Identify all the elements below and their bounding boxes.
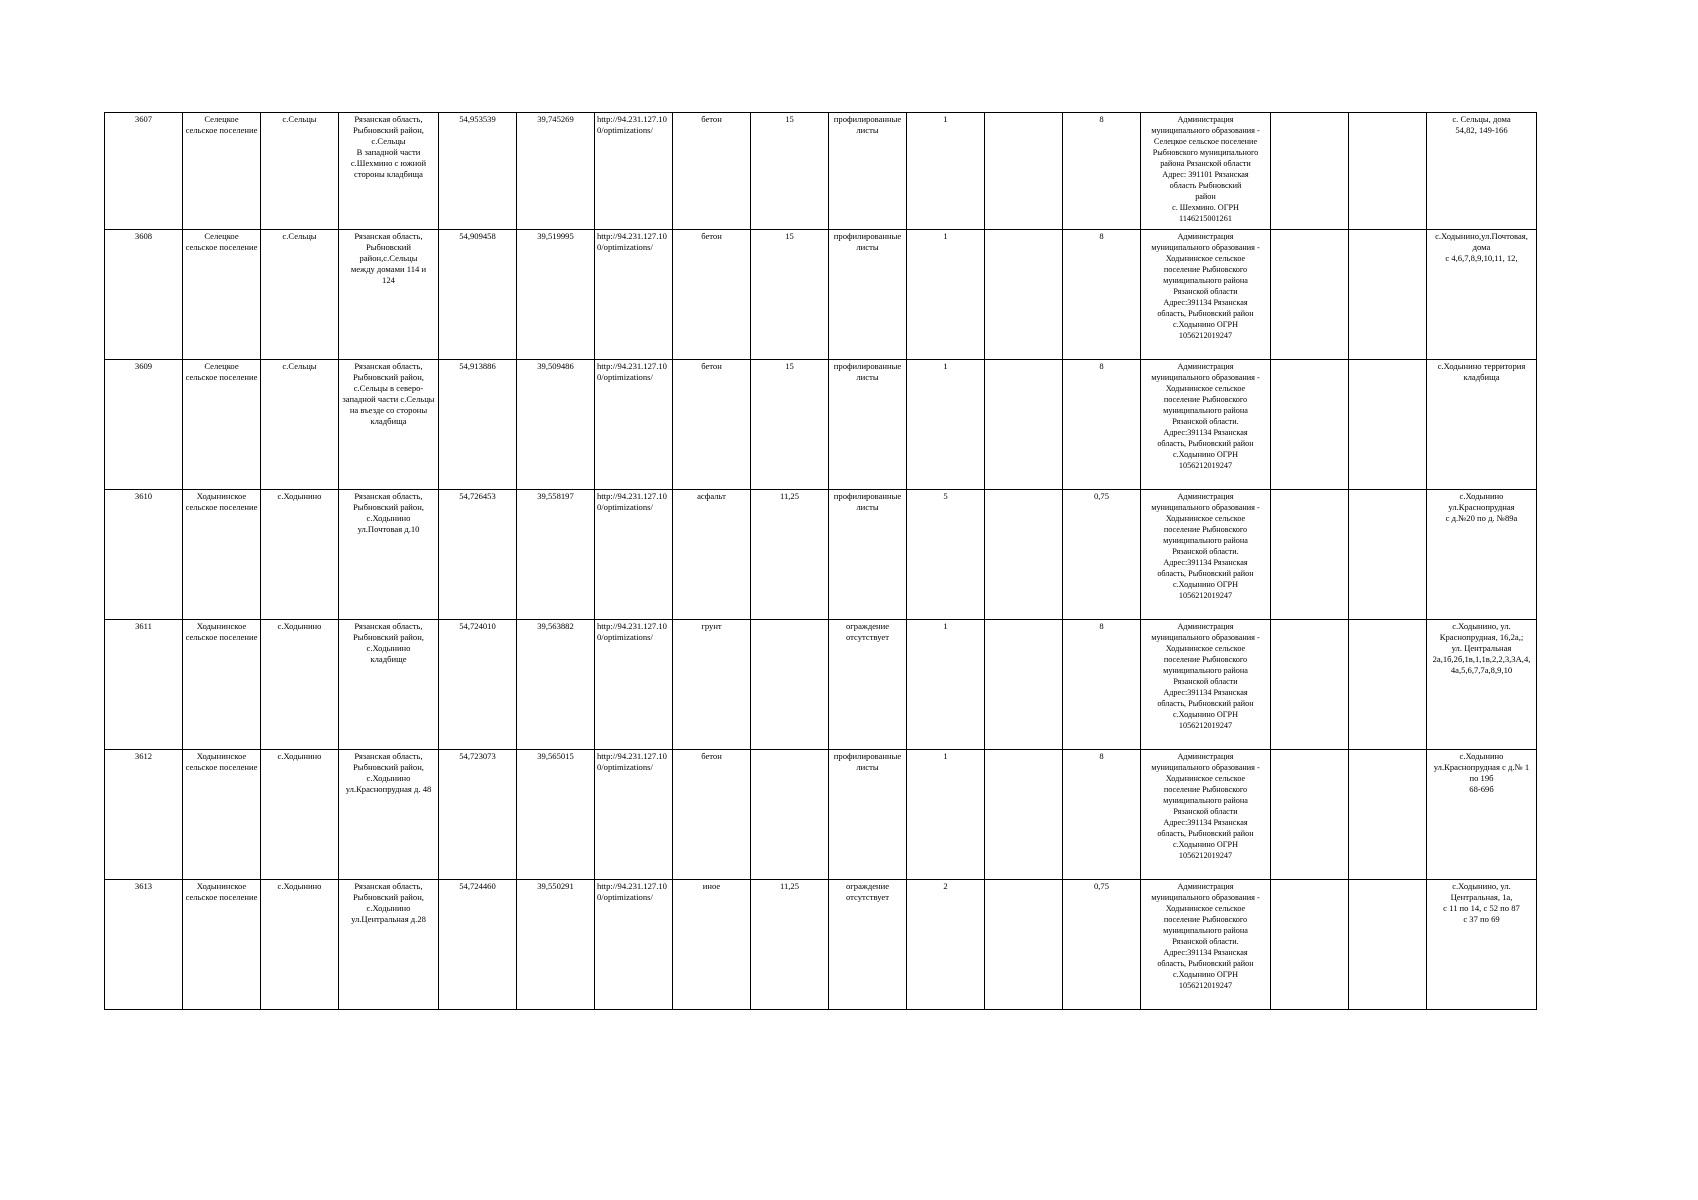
cell-blank	[1271, 230, 1349, 360]
cell-container-volume: 8	[1063, 360, 1141, 490]
cell-blank	[985, 750, 1063, 880]
table-body	[105, 113, 1537, 1010]
cell-blank	[1349, 880, 1427, 1010]
cell-map-link[interactable]: http://94.231.127.10 0/optimizations/	[595, 880, 673, 1010]
table-row	[105, 880, 1537, 1010]
cell-number: 3613	[105, 880, 183, 1010]
cell-fence: профилированные листы	[829, 490, 907, 620]
cell-latitude: 54,724010	[439, 620, 517, 750]
cell-settlement: Ходынинское сельское поселение	[183, 750, 261, 880]
cell-longitude: 39,745269	[517, 113, 595, 230]
cell-locality: с.Сельцы	[261, 230, 339, 360]
cell-area: 11,25	[751, 880, 829, 1010]
cell-blank	[1349, 360, 1427, 490]
cell-blank	[1271, 880, 1349, 1010]
cell-waste-sources: с.Ходынино,ул.Почтовая, дома с 4,6,7,8,9,10,11, 12,	[1427, 230, 1537, 360]
cell-settlement: Селецкое сельское поселение	[183, 360, 261, 490]
cell-container-count: 1	[907, 230, 985, 360]
cell-container-count: 1	[907, 750, 985, 880]
cell-surface: грунт	[673, 620, 751, 750]
cell-blank	[1349, 750, 1427, 880]
cell-locality: с.Ходынино	[261, 620, 339, 750]
cell-surface: иное	[673, 880, 751, 1010]
cell-container-count: 5	[907, 490, 985, 620]
cell-blank	[985, 620, 1063, 750]
cell-fence: профилированные листы	[829, 360, 907, 490]
cell-owner: Администрация муниципального образования - Ходынинское сельское поселение Рыбновского муниципального района Рязанской области Адрес:391134 Рязанская область, Рыбновский район с.Ходынино ОГРН 1056212019247	[1141, 620, 1271, 750]
cell-owner: Администрация муниципального образования - Ходынинское сельское поселение Рыбновского муниципального района Рязанской области Адрес:391134 Рязанская область, Рыбновский район с.Ходынино ОГРН 1056212019247	[1141, 230, 1271, 360]
cell-address: Рязанская область, Рыбновский район, с.Ходынино ул.Почтовая д.10	[339, 490, 439, 620]
cell-waste-sources: с. Сельцы, дома 54,82, 149-166	[1427, 113, 1537, 230]
cell-longitude: 39,519995	[517, 230, 595, 360]
cell-map-link[interactable]: http://94.231.127.10 0/optimizations/	[595, 620, 673, 750]
cell-latitude: 54,723073	[439, 750, 517, 880]
cell-container-volume: 8	[1063, 750, 1141, 880]
cell-surface: бетон	[673, 750, 751, 880]
cell-longitude: 39,509486	[517, 360, 595, 490]
cell-latitude: 54,953539	[439, 113, 517, 230]
cell-longitude: 39,550291	[517, 880, 595, 1010]
cell-blank	[1349, 113, 1427, 230]
cell-waste-sources: с.Ходынино ул.Краснопрудная с д.№20 по д. №89а	[1427, 490, 1537, 620]
cell-blank	[1271, 490, 1349, 620]
cell-blank	[1271, 620, 1349, 750]
cell-longitude: 39,565015	[517, 750, 595, 880]
cell-fence: ограждение отсутствует	[829, 620, 907, 750]
cell-longitude: 39,563882	[517, 620, 595, 750]
cell-surface: бетон	[673, 113, 751, 230]
cell-number: 3611	[105, 620, 183, 750]
cell-surface: бетон	[673, 360, 751, 490]
cell-blank	[1271, 113, 1349, 230]
cell-number: 3612	[105, 750, 183, 880]
cell-owner: Администрация муниципального образования - Ходынинское сельское поселение Рыбновского муниципального района Рязанской области. Адрес:391134 Рязанская область, Рыбновский район с.Ходынино ОГРН 1056212019247	[1141, 880, 1271, 1010]
cell-container-count: 1	[907, 360, 985, 490]
cell-address: Рязанская область, Рыбновский район, с.Сельцы в северо- западной части с.Сельцы на въезде со стороны кладбища	[339, 360, 439, 490]
cell-locality: с.Сельцы	[261, 360, 339, 490]
cell-map-link[interactable]: http://94.231.127.10 0/optimizations/	[595, 113, 673, 230]
table-row	[105, 620, 1537, 750]
cell-locality: с.Ходынино	[261, 880, 339, 1010]
cell-container-volume: 0,75	[1063, 880, 1141, 1010]
cell-number: 3610	[105, 490, 183, 620]
cell-locality: с.Ходынино	[261, 490, 339, 620]
cell-waste-sources: с.Ходынино территория кладбища	[1427, 360, 1537, 490]
cell-blank	[1271, 360, 1349, 490]
cell-settlement: Ходынинское сельское поселение	[183, 490, 261, 620]
cell-address: Рязанская область, Рыбновский район, с.Ходынино ул.Краснопрудная д. 48	[339, 750, 439, 880]
cell-area: 15	[751, 113, 829, 230]
cell-map-link[interactable]: http://94.231.127.10 0/optimizations/	[595, 230, 673, 360]
cell-locality: с.Сельцы	[261, 113, 339, 230]
table-row	[105, 113, 1537, 230]
cell-number: 3608	[105, 230, 183, 360]
cell-address: Рязанская область, Рыбновский район, с.Ходынино ул.Центральная д.28	[339, 880, 439, 1010]
cell-blank	[985, 360, 1063, 490]
cell-blank	[985, 113, 1063, 230]
cell-longitude: 39,558197	[517, 490, 595, 620]
cell-area	[751, 620, 829, 750]
cell-area	[751, 750, 829, 880]
cell-latitude: 54,913886	[439, 360, 517, 490]
cell-owner: Администрация муниципального образования - Ходынинское сельское поселение Рыбновского муниципального района Рязанской области. Адрес:391134 Рязанская область, Рыбновский район с.Ходынино ОГРН 1056212019247	[1141, 490, 1271, 620]
cell-blank	[1349, 490, 1427, 620]
cell-owner: Администрация муниципального образования - Селецкое сельское поселение Рыбновского муниципального района Рязанской области Адрес: 391101 Рязанская область Рыбновский район с. Шехмино. ОГРН 1146215001261	[1141, 113, 1271, 230]
cell-owner: Администрация муниципального образования - Ходынинское сельское поселение Рыбновского муниципального района Рязанской области Адрес:391134 Рязанская область, Рыбновский район с.Ходынино ОГРН 1056212019247	[1141, 750, 1271, 880]
cell-waste-sources: с.Ходынино, ул. Центральная, 1а, с 11 по 14, с 52 по 87 с 37 по 69	[1427, 880, 1537, 1010]
cell-area: 11,25	[751, 490, 829, 620]
cell-number: 3607	[105, 113, 183, 230]
cell-container-volume: 8	[1063, 113, 1141, 230]
cell-blank	[985, 880, 1063, 1010]
cell-address: Рязанская область, Рыбновский район, с.Ходынино кладбище	[339, 620, 439, 750]
cell-waste-sources: с.Ходынино ул.Краснопрудная с д.№ 1 по 19б 68-69б	[1427, 750, 1537, 880]
cell-address: Рязанская область, Рыбновский район, с.Сельцы В западной части с.Шехмино с южной стороны кладбища	[339, 113, 439, 230]
cell-settlement: Селецкое сельское поселение	[183, 113, 261, 230]
cell-settlement: Ходынинское сельское поселение	[183, 880, 261, 1010]
cell-area: 15	[751, 360, 829, 490]
cell-fence: профилированные листы	[829, 230, 907, 360]
cell-container-volume: 8	[1063, 230, 1141, 360]
table-row	[105, 360, 1537, 490]
cell-locality: с.Ходынино	[261, 750, 339, 880]
cell-waste-sources: с.Ходынино, ул. Краснопрудная, 16,2а,; ул. Центральная 2а,1б,2б,1в,1,1в,2,2,3,3А,4, 4а,5,6,7,7а,8,9,10	[1427, 620, 1537, 750]
cell-latitude: 54,724460	[439, 880, 517, 1010]
cell-blank	[1349, 620, 1427, 750]
cell-container-count: 1	[907, 113, 985, 230]
cell-blank	[985, 230, 1063, 360]
cell-latitude: 54,909458	[439, 230, 517, 360]
cell-settlement: Селецкое сельское поселение	[183, 230, 261, 360]
table-row	[105, 750, 1537, 880]
cell-surface: бетон	[673, 230, 751, 360]
cell-blank	[1349, 230, 1427, 360]
cell-map-link[interactable]: http://94.231.127.10 0/optimizations/	[595, 360, 673, 490]
cell-container-volume: 0,75	[1063, 490, 1141, 620]
cell-container-count: 1	[907, 620, 985, 750]
cell-fence: профилированные листы	[829, 750, 907, 880]
cell-map-link[interactable]: http://94.231.127.10 0/optimizations/	[595, 750, 673, 880]
cell-area: 15	[751, 230, 829, 360]
table-row	[105, 490, 1537, 620]
table-row	[105, 230, 1537, 360]
cell-address: Рязанская область, Рыбновский район,с.Сельцы между домами 114 и 124	[339, 230, 439, 360]
cell-owner: Администрация муниципального образования - Ходынинское сельское поселение Рыбновского муниципального района Рязанской области. Адрес:391134 Рязанская область, Рыбновский район с.Ходынино ОГРН 1056212019247	[1141, 360, 1271, 490]
cell-container-volume: 8	[1063, 620, 1141, 750]
cell-container-count: 2	[907, 880, 985, 1010]
cell-blank	[1271, 750, 1349, 880]
cell-settlement: Ходынинское сельское поселение	[183, 620, 261, 750]
cell-number: 3609	[105, 360, 183, 490]
cell-blank	[985, 490, 1063, 620]
cell-map-link[interactable]: http://94.231.127.10 0/optimizations/	[595, 490, 673, 620]
cell-fence: профилированные листы	[829, 113, 907, 230]
cell-latitude: 54,726453	[439, 490, 517, 620]
waste-sites-table	[104, 112, 1537, 1010]
cell-fence: ограждение отсутствует	[829, 880, 907, 1010]
cell-surface: асфальт	[673, 490, 751, 620]
